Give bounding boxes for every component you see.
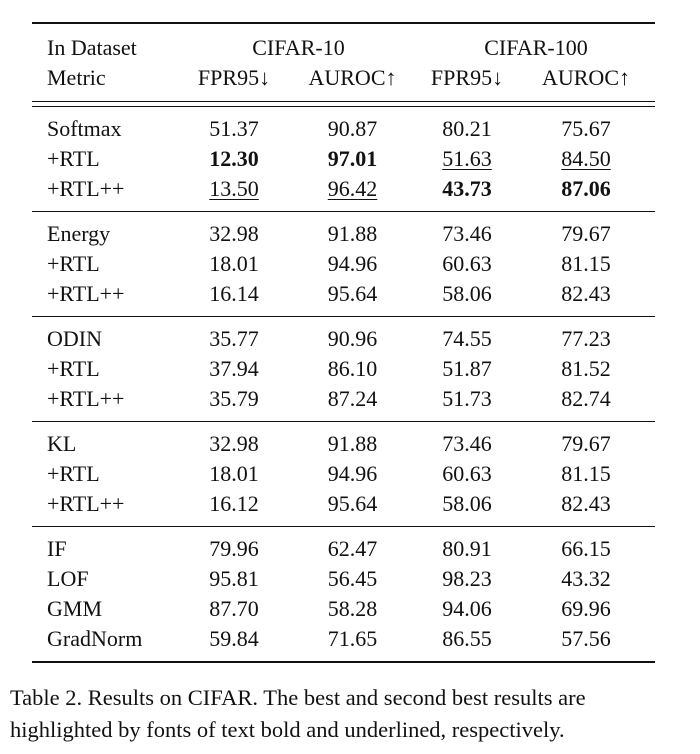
metric-value: 73.46 [442, 431, 492, 456]
header-cifar100-fpr95: FPR95↓ [430, 65, 504, 90]
metric-value: 95.81 [209, 566, 259, 591]
metric-cell [288, 317, 417, 355]
metric-value: 86.10 [327, 356, 378, 381]
metric-value: 43.73 [442, 176, 492, 201]
metric-value: 71.65 [327, 626, 378, 651]
table-row [32, 624, 655, 662]
metric-value: 82.43 [561, 281, 611, 306]
header-row-dataset [32, 23, 655, 63]
method-name: Energy [32, 212, 180, 250]
metric-value: 60.63 [442, 461, 492, 486]
table-row [32, 317, 655, 355]
metric-cell [180, 107, 288, 145]
metric-cell [288, 212, 417, 250]
metric-value: 32.98 [209, 431, 259, 456]
metric-cell [180, 422, 288, 460]
metric-value: 32.98 [209, 221, 259, 246]
metric-value: 58.06 [442, 281, 492, 306]
method-group-1 [32, 107, 655, 212]
metric-cell [180, 624, 288, 662]
metric-cell [288, 422, 417, 460]
metric-value: 18.01 [209, 461, 259, 486]
header-cifar100: CIFAR-100 [417, 23, 655, 63]
metric-cell [517, 594, 655, 624]
metric-value: 58.28 [327, 596, 378, 621]
metric-value: 94.96 [327, 461, 378, 486]
metric-cell [180, 564, 288, 594]
metric-value: 43.32 [561, 566, 611, 591]
metric-value: 62.47 [327, 536, 378, 561]
metric-cell [517, 489, 655, 527]
metric-value: 82.43 [561, 491, 611, 516]
metric-value: 79.96 [209, 536, 259, 561]
metric-cell [180, 249, 288, 279]
method-name: GMM [47, 596, 103, 621]
method-name: ODIN [32, 317, 180, 355]
table-row [32, 422, 655, 460]
metric-value: 60.63 [442, 251, 492, 276]
metric-value: 35.77 [209, 326, 259, 351]
metric-cell [517, 279, 655, 317]
table-header [32, 23, 655, 107]
metric-cell [517, 564, 655, 594]
metric-cell [417, 564, 517, 594]
metric-cell [180, 279, 288, 317]
metric-cell [517, 422, 655, 460]
metric-cell [180, 212, 288, 250]
metric-cell [417, 527, 517, 565]
metric-cell [180, 489, 288, 527]
metric-value: 90.96 [327, 326, 378, 351]
method-name: GradNorm [32, 624, 180, 662]
metric-value: 98.23 [442, 566, 492, 591]
method-name: +RTL++ [47, 281, 125, 306]
metric-value: 18.01 [209, 251, 259, 276]
table-row [32, 279, 655, 317]
table-row [32, 489, 655, 527]
metric-cell [417, 384, 517, 422]
method-name: Softmax [47, 116, 122, 141]
metric-cell [417, 317, 517, 355]
caption-line-1: Table 2. Results on CIFAR. The best and second best results are [10, 685, 586, 710]
method-group-4 [32, 422, 655, 527]
metric-cell [288, 489, 417, 527]
metric-cell [417, 107, 517, 145]
metric-value: 96.42 [327, 176, 378, 201]
table-row [32, 384, 655, 422]
table-row [32, 249, 655, 279]
metric-cell [180, 174, 288, 212]
method-name: +RTL [47, 356, 100, 381]
metric-value: 58.06 [442, 491, 492, 516]
metric-value: 37.94 [209, 356, 259, 381]
metric-cell [517, 317, 655, 355]
method-name: IF [32, 527, 180, 565]
metric-value: 59.84 [209, 626, 259, 651]
header-cifar10: CIFAR-10 [180, 23, 417, 63]
metric-cell [288, 249, 417, 279]
metric-cell [417, 489, 517, 527]
metric-cell [288, 107, 417, 145]
caption-line-2: highlighted by fonts of text bold and underlined, respectively. [10, 717, 565, 742]
method-group-2 [32, 212, 655, 317]
metric-value: 86.55 [442, 626, 492, 651]
metric-value: 90.87 [327, 116, 378, 141]
metric-value: 81.15 [561, 251, 611, 276]
metric-value: 87.06 [561, 176, 611, 201]
metric-value: 79.67 [561, 431, 611, 456]
method-name: +RTL [47, 461, 100, 486]
metric-value: 80.21 [442, 116, 492, 141]
table-row [32, 144, 655, 174]
metric-value: 82.74 [561, 386, 611, 411]
header-metric: Metric [47, 65, 106, 90]
results-table [32, 22, 655, 663]
metric-value: 91.88 [327, 431, 378, 456]
method-name: +RTL [47, 251, 100, 276]
header-cifar10-fpr95: FPR95↓ [197, 65, 271, 90]
metric-cell [288, 144, 417, 174]
metric-value: 16.14 [209, 281, 259, 306]
metric-cell [417, 594, 517, 624]
metric-value: 87.70 [209, 596, 259, 621]
table-row [32, 527, 655, 565]
metric-value: 35.79 [209, 386, 259, 411]
metric-value: 12.30 [209, 146, 259, 171]
metric-cell [517, 527, 655, 565]
metric-value: 74.55 [442, 326, 492, 351]
metric-value: 69.96 [561, 596, 611, 621]
table-row [32, 212, 655, 250]
header-cifar100-auroc: AUROC↑ [541, 65, 630, 90]
metric-cell [180, 527, 288, 565]
metric-cell [517, 354, 655, 384]
metric-value: 51.63 [442, 146, 492, 171]
metric-value: 97.01 [327, 146, 378, 171]
metric-cell [517, 384, 655, 422]
metric-cell [517, 174, 655, 212]
method-group-5 [32, 527, 655, 663]
metric-value: 51.87 [442, 356, 492, 381]
header-row-metric [32, 63, 655, 102]
table-row [32, 174, 655, 212]
method-name: +RTL [47, 146, 100, 171]
metric-cell [417, 212, 517, 250]
metric-value: 95.64 [327, 491, 378, 516]
metric-cell [288, 174, 417, 212]
metric-cell [288, 279, 417, 317]
metric-value: 75.67 [561, 116, 611, 141]
method-name: +RTL++ [47, 176, 125, 201]
method-group-3 [32, 317, 655, 422]
metric-value: 56.45 [327, 566, 378, 591]
metric-cell [180, 144, 288, 174]
metric-cell [180, 594, 288, 624]
metric-cell [288, 354, 417, 384]
method-name: KL [32, 422, 180, 460]
metric-value: 57.56 [561, 626, 611, 651]
metric-value: 79.67 [561, 221, 611, 246]
metric-cell [417, 459, 517, 489]
metric-cell [180, 317, 288, 355]
metric-value: 66.15 [561, 536, 611, 561]
metric-cell [417, 279, 517, 317]
metric-cell [417, 422, 517, 460]
metric-value: 81.15 [561, 461, 611, 486]
metric-cell [517, 144, 655, 174]
metric-value: 51.73 [442, 386, 492, 411]
table-row [32, 564, 655, 594]
metric-value: 16.12 [209, 491, 259, 516]
metric-cell [288, 624, 417, 662]
metric-cell [417, 174, 517, 212]
metric-value: 73.46 [442, 221, 492, 246]
method-name: LOF [47, 566, 89, 591]
metric-cell [517, 249, 655, 279]
metric-cell [180, 459, 288, 489]
metric-value: 13.50 [209, 176, 259, 201]
metric-cell [288, 459, 417, 489]
metric-cell [180, 384, 288, 422]
metric-cell [288, 594, 417, 624]
metric-value: 80.91 [442, 536, 492, 561]
metric-cell [517, 212, 655, 250]
metric-value: 84.50 [561, 146, 611, 171]
metric-value: 51.37 [209, 116, 259, 141]
metric-cell [288, 564, 417, 594]
metric-value: 77.23 [561, 326, 611, 351]
metric-cell [288, 527, 417, 565]
metric-value: 91.88 [327, 221, 378, 246]
table-row [32, 594, 655, 624]
metric-cell [417, 624, 517, 662]
header-in-dataset: In Dataset [32, 23, 180, 63]
results-table-container [32, 22, 655, 663]
method-name: +RTL++ [47, 491, 125, 516]
table-row [32, 354, 655, 384]
table-caption [10, 682, 690, 746]
metric-value: 81.52 [561, 356, 611, 381]
table-row [32, 107, 655, 145]
metric-value: 94.06 [442, 596, 492, 621]
metric-cell [180, 354, 288, 384]
metric-value: 94.96 [327, 251, 378, 276]
metric-cell [288, 384, 417, 422]
metric-cell [417, 144, 517, 174]
metric-value: 87.24 [327, 386, 378, 411]
header-cifar10-auroc: AUROC↑ [308, 65, 397, 90]
table-row [32, 459, 655, 489]
metric-cell [517, 107, 655, 145]
metric-cell [417, 249, 517, 279]
method-name: +RTL++ [47, 386, 125, 411]
metric-cell [517, 459, 655, 489]
metric-cell [517, 624, 655, 662]
metric-value: 95.64 [327, 281, 378, 306]
metric-cell [417, 354, 517, 384]
